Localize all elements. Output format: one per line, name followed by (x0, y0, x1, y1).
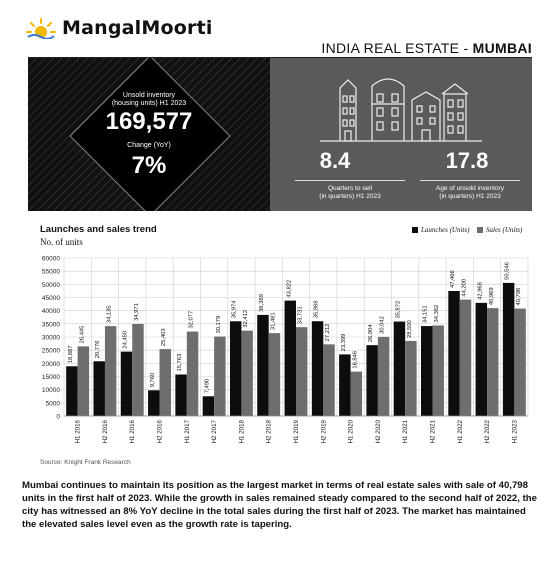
launches-bar (121, 352, 132, 416)
sales-data-label: 32,412 (243, 309, 250, 328)
buildings-illustration (270, 66, 532, 146)
launches-data-label: 26,904 (368, 324, 375, 343)
x-tick-label: H1 2021 (402, 420, 410, 444)
region-city: MUMBAI (472, 40, 532, 56)
sales-bar (514, 309, 525, 416)
launches-data-label: 18,887 (67, 345, 74, 364)
quarters-label-1: Quarters to sell (327, 185, 373, 192)
quarters-to-sell-value: 8.4 (319, 148, 351, 173)
launches-bar (257, 315, 268, 416)
launches-bar (312, 321, 323, 416)
sales-bar (296, 327, 307, 416)
launches-data-label: 47,466 (450, 270, 457, 289)
sales-data-label: 44,200 (461, 278, 468, 297)
x-tick-label: H2 2021 (429, 420, 437, 444)
x-tick-label: H2 2020 (374, 420, 382, 444)
legend-item-sales (477, 226, 522, 234)
x-tick-label: H2 2016 (156, 420, 164, 444)
y-tick-label: 50000 (41, 281, 60, 289)
y-tick-label: 35000 (41, 321, 60, 329)
y-tick-label: 0 (56, 413, 60, 421)
sales-bar (241, 331, 252, 416)
sales-data-label: 33,731 (297, 306, 304, 325)
sales-bar (78, 346, 89, 416)
launches-data-label: 24,450 (122, 330, 129, 349)
launches-bar (148, 390, 159, 416)
x-tick-label: H2 2016 (101, 420, 109, 444)
age-label-2: (in quarters) H1 2023 (439, 193, 501, 200)
sales-bar (132, 324, 143, 416)
legend-swatch-launches (412, 227, 418, 233)
x-tick-label: H2 2017 (211, 420, 219, 444)
y-tick-label: 60000 (41, 255, 60, 263)
sales-bar (432, 325, 443, 416)
launches-bar (476, 303, 487, 416)
y-tick-label: 30000 (41, 334, 60, 342)
launches-bar (503, 283, 514, 416)
sales-bar (405, 341, 416, 416)
x-tick-label: H1 2023 (511, 420, 519, 444)
launches-data-label: 35,988 (313, 300, 320, 319)
sales-bar (214, 337, 225, 416)
age-unsold-value: 17.8 (445, 148, 489, 173)
sales-bar (323, 344, 334, 416)
x-tick-label: H1 2018 (238, 420, 246, 444)
x-tick-label: H1 2019 (293, 420, 300, 444)
x-tick-label: H1 2016 (74, 420, 82, 444)
unsold-inventory-panel (28, 58, 270, 211)
launches-bar (66, 366, 77, 416)
brand-name: MangalMoorti (62, 17, 213, 39)
x-tick-label: H1 2022 (456, 420, 464, 444)
launches-bar (421, 326, 432, 416)
launches-data-label: 38,389 (258, 294, 265, 312)
sales-data-label: 25,403 (161, 328, 168, 347)
sales-bar (351, 372, 362, 416)
region-prefix: INDIA REAL ESTATE - (321, 40, 473, 56)
launches-bar (394, 322, 405, 416)
launches-bar (285, 301, 296, 416)
launches-data-label: 43,822 (286, 279, 293, 298)
sales-data-label: 34,971 (133, 303, 140, 321)
launches-bar (366, 345, 377, 416)
sales-data-label: 40,969 (488, 287, 495, 306)
age-divider (420, 180, 520, 181)
legend-item-launches (412, 226, 469, 234)
sales-data-label: 26,445 (79, 325, 86, 344)
x-tick-label: H2 2018 (265, 420, 273, 444)
sales-data-label: 16,846 (352, 350, 359, 369)
launches-data-label: 20,776 (95, 340, 102, 359)
launches-bar (93, 361, 104, 416)
quarters-label-2: (in quarters) H1 2023 (319, 193, 381, 200)
x-tick-label: H1 2017 (183, 420, 191, 444)
x-tick-label: H1 2020 (347, 420, 355, 444)
unsold-label-1: Unsold inventory (122, 92, 176, 99)
sales-bar (269, 333, 280, 416)
launches-bar (339, 354, 350, 416)
sales-data-label: 30,179 (215, 315, 222, 334)
sun-logo-icon (26, 17, 56, 39)
age-label-1: Age of unsold inventory (436, 185, 504, 192)
launches-bar (175, 374, 186, 416)
legend-label-sales: Sales (Units) (486, 226, 523, 234)
launches-sales-chart (0, 248, 560, 468)
sales-data-label: 28,500 (406, 320, 413, 338)
sales-bar (187, 332, 198, 416)
sales-data-label: 30,042 (379, 316, 386, 334)
legend-label-launches: Launches (Units) (421, 226, 470, 234)
sales-bar (160, 349, 171, 416)
sales-data-label: 27,212 (325, 323, 332, 342)
chart-source: Source: Knight Frank Research (40, 459, 131, 466)
change-value: 7% (131, 152, 167, 179)
launches-data-label: 35,974 (231, 300, 238, 319)
x-tick-label: H2 2022 (484, 420, 492, 444)
y-tick-label: 25000 (41, 347, 60, 355)
launches-data-label: 34,151 (422, 305, 429, 324)
x-tick-label: H2 2019 (320, 420, 328, 444)
launches-data-label: 42,968 (477, 282, 484, 300)
y-tick-label: 45000 (41, 295, 60, 302)
launches-bar (230, 321, 241, 416)
y-tick-label: 5000 (45, 400, 60, 408)
sales-data-label: 32,077 (188, 310, 195, 329)
quarters-divider (295, 180, 405, 181)
y-tick-label: 55000 (41, 268, 60, 276)
y-tick-label: 15000 (41, 374, 60, 381)
unsold-label-2: (housing units) H1 2023 (111, 100, 187, 107)
unsold-value: 169,577 (105, 108, 193, 135)
y-tick-label: 10000 (41, 387, 60, 395)
launches-data-label: 35,872 (395, 300, 402, 319)
launches-bar (203, 396, 214, 416)
quarters-panel (270, 58, 532, 211)
launches-data-label: 50,546 (504, 262, 511, 280)
sales-bar (105, 326, 116, 416)
sales-data-label: 34,382 (434, 304, 441, 323)
launches-data-label: 15,763 (177, 353, 184, 372)
launches-bar (448, 291, 459, 416)
x-tick-label: H1 2016 (129, 420, 137, 444)
sales-bar (487, 308, 498, 416)
region-title (321, 40, 532, 56)
legend-swatch-sales (477, 227, 483, 233)
change-label: Change (YoY) (127, 142, 171, 149)
sales-data-label: 34,135 (106, 305, 113, 324)
launches-data-label: 7,490 (204, 378, 211, 394)
launches-data-label: 23,399 (340, 333, 347, 352)
chart-title: Launches and sales trend (40, 224, 157, 235)
launches-data-label: 9,760 (149, 372, 156, 388)
sales-data-label: 31,481 (270, 312, 277, 331)
market-description: Mumbai continues to maintain its position as the largest market in terms of real estate sales with sale of 40,798 units in the first half of 2023. While the growth in sales remained steady compared to the second half of 2022, the city has witnessed an 8% YoY decline in the total sales during the first half of 2023. The market has maintained the elevated sales level even as the growth rate is tapering. (22, 480, 537, 530)
sales-data-label: 40,798 (516, 287, 523, 306)
sales-bar (460, 300, 471, 416)
brand-logo (26, 14, 213, 42)
y-tick-label: 20000 (41, 360, 60, 368)
y-tick-label: 40000 (41, 308, 60, 316)
chart-ylabel: No. of units (40, 237, 83, 247)
sales-bar (378, 337, 389, 416)
